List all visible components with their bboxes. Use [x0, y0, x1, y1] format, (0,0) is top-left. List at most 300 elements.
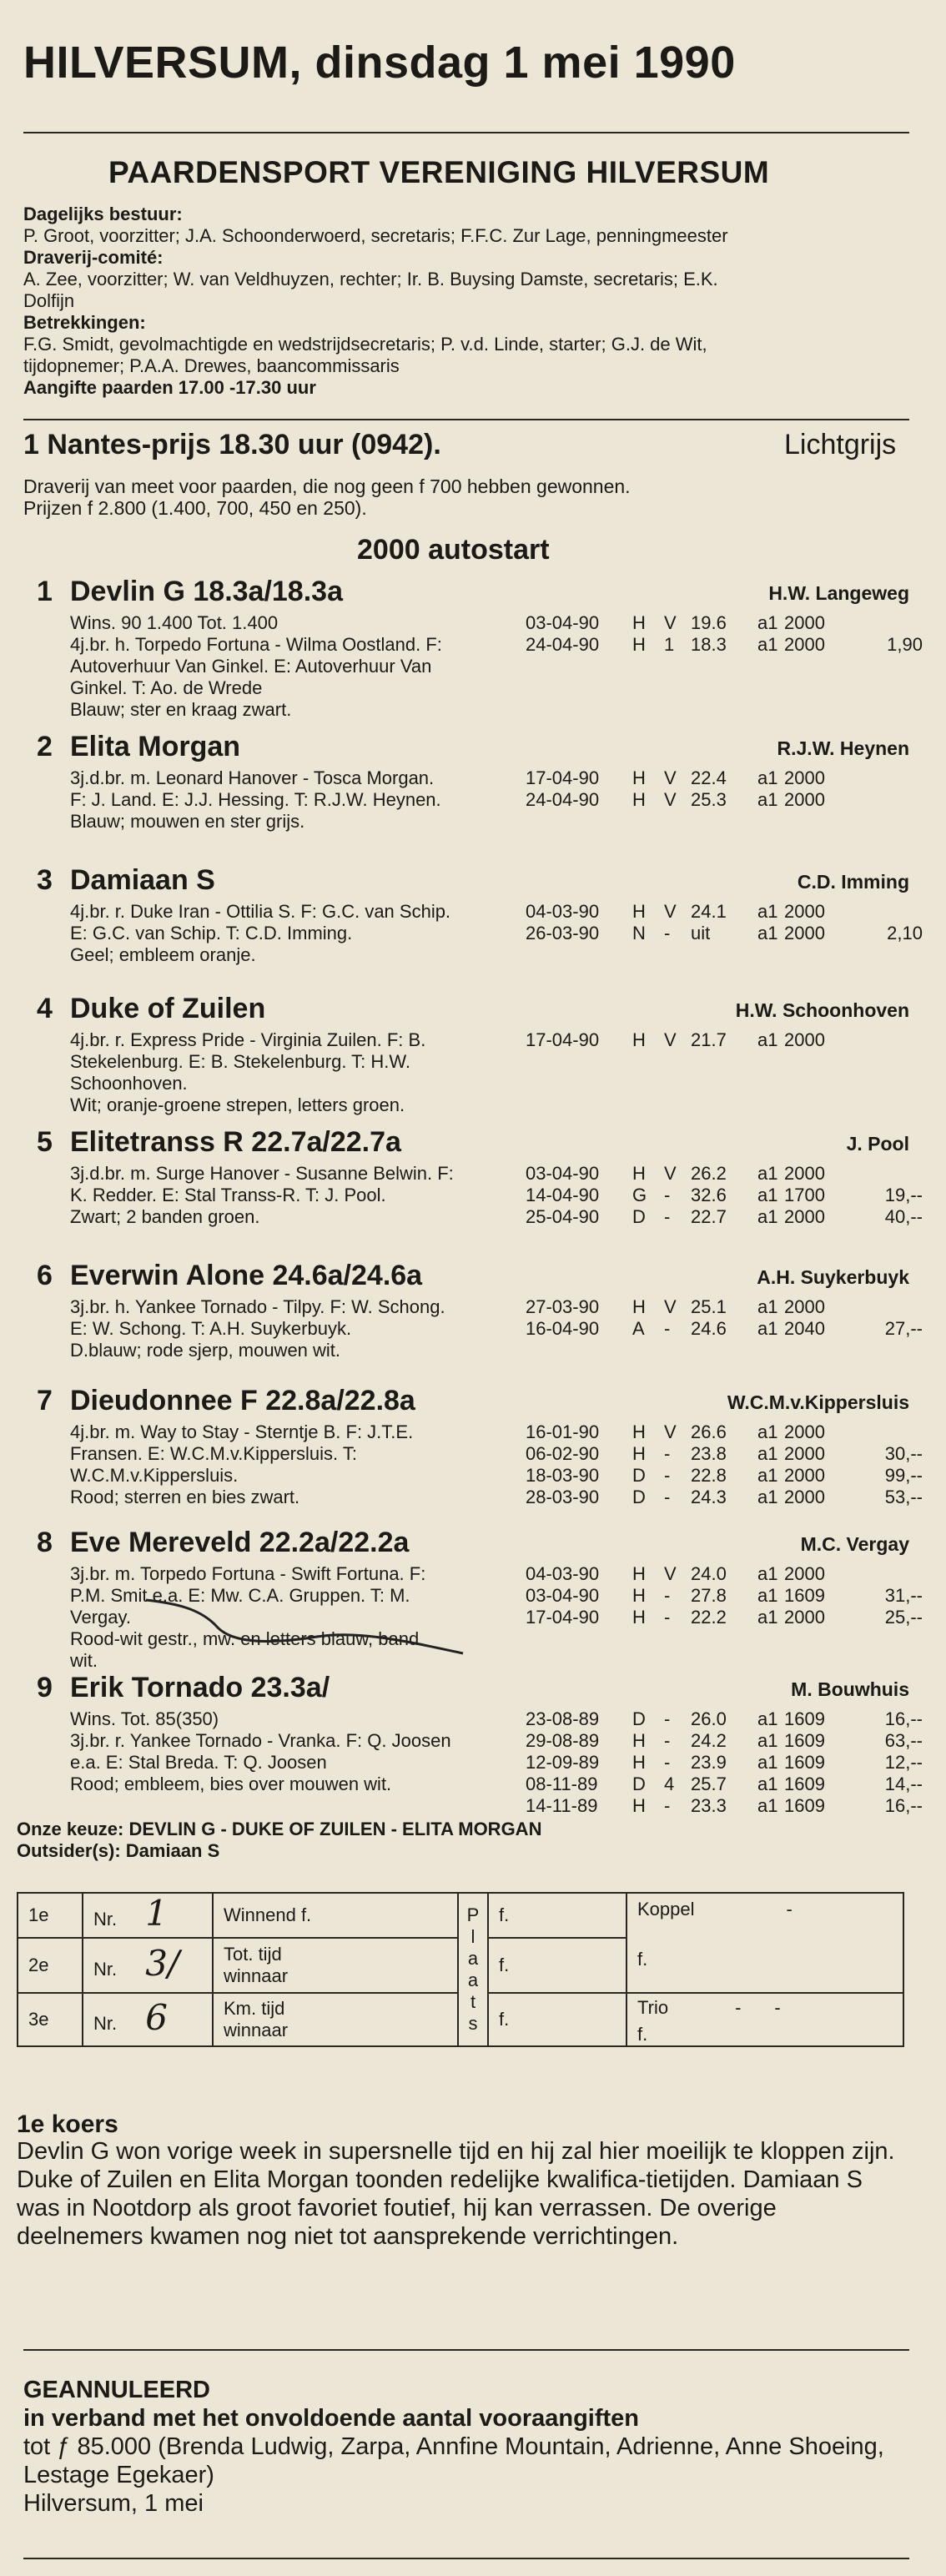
horse-detail-line: 3j.d.br. m. Leonard Hanover - Tosca Morgan. [70, 767, 435, 788]
performance-list [0, 1708, 946, 1817]
perf-place: - [664, 1318, 671, 1339]
perf-track: H [632, 1730, 646, 1751]
dash: - [774, 1997, 781, 2018]
horse-name: Elitetranss R 22.7a/22.7a [70, 1126, 401, 1158]
nr-label: Nr. [93, 1958, 118, 1980]
pos-cell: 3e [18, 1993, 83, 2046]
perf-place: - [664, 1206, 671, 1227]
perf-place: V [664, 1163, 677, 1184]
perf-date: 25-04-90 [526, 1206, 600, 1227]
geannuleerd-body [23, 2433, 908, 2518]
perf-time: 24.2 [691, 1730, 727, 1751]
perf-track: H [632, 1443, 646, 1464]
perf-distance: 2000 [784, 901, 825, 922]
perf-start: a1 [757, 789, 778, 810]
horse-detail-line: Schoonhoven. [70, 1073, 188, 1094]
perf-odds: 19,-- [884, 1185, 923, 1205]
perf-date: 26-03-90 [526, 923, 600, 943]
perf-time: 26.6 [691, 1421, 727, 1442]
perf-start: a1 [757, 1421, 778, 1442]
perf-distance: 1609 [784, 1585, 825, 1606]
horse-detail-line: Rood; sterren en bies zwart. [70, 1487, 300, 1507]
draverij-text-1: A. Zee, voorzitter; W. van Veldhuyzen, rechter; Ir. B. Buysing Damste, secretaris; E.K. [23, 269, 718, 289]
horse-trainer: H.W. Langeweg [768, 582, 909, 604]
perf-start: a1 [757, 1795, 778, 1816]
perf-track: H [632, 789, 646, 810]
horse-detail-line: Autoverhuur Van Ginkel. E: Autoverhuur Van [70, 656, 432, 677]
perf-distance: 2000 [784, 1465, 825, 1486]
perf-time: 24.1 [691, 901, 727, 922]
selection [17, 1819, 541, 1862]
perf-track: D [632, 1774, 646, 1794]
perf-track: H [632, 1421, 646, 1442]
horse-number: 5 [37, 1126, 53, 1158]
pos-cell: 1e [18, 1893, 83, 1938]
f-cell[interactable]: f. [488, 1938, 626, 1993]
performance-list [0, 901, 946, 944]
perf-time: 25.7 [691, 1774, 727, 1794]
association-name: PAARDENSPORT VERENIGING HILVERSUM [108, 155, 770, 189]
perf-start: a1 [757, 1029, 778, 1050]
performance-row [0, 1795, 946, 1817]
perf-odds: 12,-- [884, 1752, 923, 1773]
performance-list [0, 612, 946, 656]
performance-list [0, 1296, 946, 1340]
performance-row [0, 634, 946, 656]
plaats-letter: s [468, 2013, 478, 2034]
horse-trainer: R.J.W. Heynen [777, 737, 909, 759]
horse-detail-line: Blauw; ster en kraag zwart. [70, 699, 292, 720]
perf-place: V [664, 767, 677, 788]
performance-row [0, 1443, 946, 1465]
perf-track: D [632, 1206, 646, 1227]
perf-date: 06-02-90 [526, 1443, 600, 1464]
perf-start: a1 [757, 1487, 778, 1507]
nr-cell[interactable] [83, 1938, 213, 1993]
performance-row [0, 923, 946, 944]
plaats-label [458, 1893, 488, 2046]
perf-track: H [632, 1296, 646, 1317]
perf-distance: 2000 [784, 1443, 825, 1464]
perf-start: a1 [757, 1206, 778, 1227]
performance-row [0, 1029, 946, 1051]
horse-trainer: A.H. Suykerbuyk [757, 1266, 909, 1288]
horse-detail-line: e.a. E: Stal Breda. T: Q. Joosen [70, 1752, 327, 1773]
horse-detail-line: E: W. Schong. T: A.H. Suykerbuyk. [70, 1318, 352, 1339]
perf-time: 24.3 [691, 1487, 727, 1507]
horse-detail-line: Geel; embleem oranje. [70, 944, 256, 965]
koppel-cell[interactable] [626, 1893, 903, 1993]
perf-place: V [664, 1029, 677, 1050]
horse-detail-line: E: G.C. van Schip. T: C.D. Imming. [70, 923, 353, 943]
perf-place: 1 [664, 634, 675, 655]
perf-track: N [632, 923, 646, 943]
horse-detail-line: Ginkel. T: Ao. de Wrede [70, 677, 263, 698]
field-cell[interactable]: Winnend f. [213, 1893, 458, 1938]
perf-distance: 2000 [784, 767, 825, 788]
horse-number: 1 [37, 576, 53, 607]
performance-row [0, 1730, 946, 1752]
perf-track: H [632, 1795, 646, 1816]
perf-start: a1 [757, 1443, 778, 1464]
horse-detail-line: D.blauw; rode sjerp, mouwen wit. [70, 1340, 341, 1361]
perf-place: V [664, 1563, 677, 1584]
perf-time: 26.2 [691, 1163, 727, 1184]
performance-row [0, 1708, 946, 1730]
perf-distance: 2000 [784, 1163, 825, 1184]
perf-start: a1 [757, 1774, 778, 1794]
dash: - [735, 1997, 742, 2018]
geannuleerd-heading [23, 2376, 639, 2433]
performance-row [0, 1563, 946, 1585]
perf-track: H [632, 1563, 646, 1584]
horse-number: 9 [37, 1672, 53, 1703]
race-description [23, 475, 631, 519]
perf-odds: 2,10 [887, 923, 923, 943]
perf-place: - [664, 1795, 671, 1816]
divider [23, 2558, 909, 2559]
perf-date: 16-04-90 [526, 1318, 600, 1339]
perf-place: - [664, 1443, 671, 1464]
nr-cell[interactable] [83, 1893, 213, 1938]
horse-name: Everwin Alone 24.6a/24.6a [70, 1260, 423, 1291]
perf-track: H [632, 1752, 646, 1773]
field-label: Tot. tijd [224, 1944, 282, 1965]
perf-start: a1 [757, 1752, 778, 1773]
divider [23, 2349, 909, 2351]
f-cell[interactable]: f. [488, 1893, 626, 1938]
perf-time: 25.3 [691, 789, 727, 810]
perf-track: D [632, 1465, 646, 1486]
perf-date: 17-04-90 [526, 767, 600, 788]
geannuleerd-text: tot ƒ 85.000 (Brenda Ludwig, Zarpa, Annfine Mountain, Adrienne, Anne Shoeing, Lestage Egekaer) [23, 2433, 884, 2488]
koppel-label: Koppel [637, 1899, 695, 1919]
perf-date: 08-11-89 [526, 1774, 598, 1794]
horse-detail-line: Zwart; 2 banden groen. [70, 1206, 260, 1227]
perf-start: a1 [757, 612, 778, 633]
perf-track: H [632, 1607, 646, 1628]
perf-date: 28-03-90 [526, 1487, 600, 1507]
perf-track: H [632, 1585, 646, 1606]
perf-time: 24.6 [691, 1318, 727, 1339]
perf-distance: 2000 [784, 1206, 825, 1227]
perf-date: 24-04-90 [526, 789, 600, 810]
nr-label: Nr. [93, 2012, 118, 2034]
perf-distance: 2000 [784, 789, 825, 810]
perf-distance: 1609 [784, 1795, 825, 1816]
perf-start: a1 [757, 1465, 778, 1486]
perf-time: 22.2 [691, 1607, 727, 1628]
perf-start: a1 [757, 1185, 778, 1205]
race-heading: 1 Nantes-prijs 18.30 uur (0942). [23, 429, 441, 460]
horse-name: Duke of Zuilen [70, 993, 266, 1024]
perf-place: - [664, 1730, 671, 1751]
perf-distance: 2000 [784, 1029, 825, 1050]
handwritten-number: 3/ [145, 1942, 180, 1984]
perf-time: 26.0 [691, 1708, 727, 1729]
perf-distance: 1609 [784, 1774, 825, 1794]
horse-number: 2 [37, 731, 53, 762]
koppel-f: f. [637, 1949, 648, 1970]
performance-row [0, 1185, 946, 1206]
handwritten-number: 1 [145, 1892, 168, 1934]
horse-number: 6 [37, 1260, 53, 1291]
perf-time: 27.8 [691, 1585, 727, 1606]
onze-keuze: Onze keuze: DEVLIN G - DUKE OF ZUILEN - ELITA MORGAN [17, 1819, 542, 1839]
perf-time: 22.7 [691, 1206, 727, 1227]
association-info [23, 204, 899, 399]
betrekkingen-label: Betrekkingen: [23, 312, 146, 333]
horse-detail-line: 4j.br. r. Express Pride - Virginia Zuilen. F: B. [70, 1029, 426, 1050]
perf-start: a1 [757, 1708, 778, 1729]
race-color: Lichtgrijs [784, 429, 897, 460]
divider [23, 419, 909, 420]
horse-number: 3 [37, 864, 53, 896]
performance-row [0, 1206, 946, 1228]
perf-date: 18-03-90 [526, 1465, 600, 1486]
perf-time: 32.6 [691, 1185, 727, 1205]
performance-row [0, 1774, 946, 1795]
field-label: winnaar [224, 1965, 289, 1986]
koers-text: Devlin G won vorige week in supersnelle tijd en hij zal hier moeilijk te kloppen zijn. Duke of Zuilen en Elita Morgan toonden redelijke kwalifica-tietijden. Damiaan S was in Nootdorp als groot favoriet foutief, hij kan verrassen. De overige deelnemers kwamen nog niet tot aansprekende verrichtingen. [17, 2138, 895, 2250]
perf-odds: 16,-- [884, 1708, 923, 1729]
field-cell[interactable] [213, 1938, 458, 1993]
horse-detail-line: P.M. Smit e.a. E: Mw. C.A. Gruppen. T: M. [70, 1585, 410, 1606]
draverij-label: Draverij-comité: [23, 247, 164, 268]
horse-number: 4 [37, 993, 53, 1024]
perf-track: H [632, 901, 646, 922]
plaats-letters [459, 1904, 487, 2035]
horse-number: 7 [37, 1385, 53, 1416]
perf-track: H [632, 612, 646, 633]
horse-trainer: M.C. Vergay [800, 1533, 909, 1555]
perf-track: H [632, 634, 646, 655]
performance-row [0, 1465, 946, 1487]
perf-odds: 31,-- [884, 1585, 923, 1606]
perf-odds: 16,-- [884, 1795, 923, 1816]
perf-distance: 2000 [784, 612, 825, 633]
horse-detail-line: 3j.d.br. m. Surge Hanover - Susanne Belwin. F: [70, 1163, 454, 1184]
perf-distance: 2000 [784, 1421, 825, 1442]
perf-date: 17-04-90 [526, 1607, 600, 1628]
field-label: winnaar [224, 2020, 289, 2040]
horse-detail-line: 4j.br. h. Torpedo Fortuna - Wilma Oostland. F: [70, 634, 442, 655]
perf-place: - [664, 1607, 671, 1628]
perf-place: V [664, 789, 677, 810]
perf-start: a1 [757, 1607, 778, 1628]
f-cell[interactable]: f. [488, 1993, 626, 2046]
geannuleerd-place: Hilversum, 1 mei [23, 2490, 204, 2517]
dash: - [786, 1899, 793, 1919]
perf-distance: 2000 [784, 1296, 825, 1317]
perf-place: - [664, 923, 671, 943]
nr-cell[interactable] [83, 1993, 213, 2046]
performance-row [0, 1752, 946, 1774]
perf-place: 4 [664, 1774, 675, 1794]
plaats-letter: P [466, 1904, 480, 1925]
performance-row [0, 1421, 946, 1443]
horse-detail-line: Blauw; mouwen en ster grijs. [70, 811, 305, 832]
perf-track: H [632, 1163, 646, 1184]
perf-odds: 14,-- [884, 1774, 923, 1794]
perf-date: 23-08-89 [526, 1708, 600, 1729]
perf-distance: 1700 [784, 1185, 825, 1205]
performance-row [0, 1318, 946, 1340]
perf-time: 21.7 [691, 1029, 727, 1050]
race-desc-line: Draverij van meet voor paarden, die nog geen f 700 hebben gewonnen. [23, 475, 631, 497]
horse-detail-line: Rood-wit gestr., mw. en letters blauw, band [70, 1628, 420, 1649]
perf-time: uit [691, 923, 711, 943]
horse-trainer: H.W. Schoonhoven [735, 999, 909, 1021]
perf-odds: 27,-- [884, 1318, 923, 1339]
perf-date: 04-03-90 [526, 901, 600, 922]
perf-place: V [664, 901, 677, 922]
geannuleerd-title: GEANNULEERD [23, 2377, 210, 2403]
perf-date: 03-04-90 [526, 1163, 600, 1184]
performance-row [0, 1163, 946, 1185]
horse-detail-line: Fransen. E: W.C.M.v.Kippersluis. T: [70, 1443, 357, 1464]
performance-row [0, 612, 946, 634]
horse-trainer: W.C.M.v.Kippersluis [727, 1391, 909, 1413]
perf-time: 23.9 [691, 1752, 727, 1773]
result-table [17, 1892, 904, 2047]
perf-place: - [664, 1752, 671, 1773]
perf-distance: 2000 [784, 1607, 825, 1628]
field-cell[interactable] [213, 1993, 458, 2046]
performance-list [0, 1029, 946, 1051]
performance-row [0, 1296, 946, 1318]
perf-distance: 2000 [784, 634, 825, 655]
plaats-letter: l [470, 1926, 476, 1947]
perf-track: H [632, 767, 646, 788]
dagelijks-label: Dagelijks bestuur: [23, 204, 183, 224]
perf-start: a1 [757, 1318, 778, 1339]
perf-place: - [664, 1708, 671, 1729]
horse-name: Elita Morgan [70, 731, 241, 762]
divider [23, 132, 909, 133]
perf-track: G [632, 1185, 647, 1205]
horse-detail-line: 3j.br. m. Torpedo Fortuna - Swift Fortuna. F: [70, 1563, 426, 1584]
performance-list [0, 1421, 946, 1508]
perf-start: a1 [757, 1730, 778, 1751]
perf-odds: 1,90 [887, 634, 923, 655]
perf-odds: 99,-- [884, 1465, 923, 1486]
perf-time: 22.8 [691, 1465, 727, 1486]
performance-row [0, 901, 946, 923]
perf-time: 18.3 [691, 634, 727, 655]
horse-detail-line: 4j.br. r. Duke Iran - Ottilia S. F: G.C. van Schip. [70, 901, 451, 922]
draverij-text-2: Dolfijn [23, 290, 75, 311]
performance-list [0, 1163, 946, 1228]
trio-cell[interactable] [626, 1993, 903, 2046]
horse-name: Eve Mereveld 22.2a/22.2a [70, 1527, 410, 1558]
pen-scribble [142, 1593, 467, 1660]
horse-detail-line: 4j.br. m. Way to Stay - Sterntje B. F: J.T.E. [70, 1421, 414, 1442]
perf-place: V [664, 612, 677, 633]
perf-start: a1 [757, 901, 778, 922]
performance-row [0, 767, 946, 789]
race-distance: 2000 autostart [357, 534, 550, 566]
betrekkingen-text-1: F.G. Smidt, gevolmachtigde en wedstrijdsecretaris; P. v.d. Linde, starter; G.J. de Wit, [23, 334, 707, 355]
perf-start: a1 [757, 923, 778, 943]
perf-date: 14-04-90 [526, 1185, 600, 1205]
horse-trainer: M. Bouwhuis [791, 1678, 909, 1700]
perf-date: 17-04-90 [526, 1029, 600, 1050]
geannuleerd-subtitle: in verband met het onvoldoende aantal vooraangiften [23, 2405, 639, 2432]
perf-odds: 63,-- [884, 1730, 923, 1751]
perf-track: D [632, 1487, 646, 1507]
plaats-letter: t [470, 1991, 476, 2012]
perf-distance: 1609 [784, 1730, 825, 1751]
horse-detail-line: wit. [70, 1650, 98, 1671]
plaats-letter: a [467, 1948, 479, 1969]
horse-name: Erik Tornado 23.3a/ [70, 1672, 330, 1703]
perf-distance: 2040 [784, 1318, 825, 1339]
perf-date: 14-11-89 [526, 1795, 598, 1816]
nr-label: Nr. [93, 1908, 118, 1929]
perf-time: 23.3 [691, 1795, 727, 1816]
betrekkingen-text-2: tijdopnemer; P.A.A. Drewes, baancommissaris [23, 355, 400, 376]
perf-distance: 1609 [784, 1752, 825, 1773]
perf-odds: 30,-- [884, 1443, 923, 1464]
perf-start: a1 [757, 767, 778, 788]
dagelijks-text: P. Groot, voorzitter; J.A. Schoonderwoerd, secretaris; F.F.C. Zur Lage, penningmeester [23, 225, 728, 246]
perf-place: V [664, 1296, 677, 1317]
horse-detail-line: Wins. 90 1.400 Tot. 1.400 [70, 612, 279, 633]
perf-track: H [632, 1029, 646, 1050]
perf-start: a1 [757, 1296, 778, 1317]
perf-start: a1 [757, 634, 778, 655]
horse-detail-line: Wit; oranje-groene strepen, letters groen. [70, 1094, 405, 1115]
trio-f: f. [637, 2024, 648, 2045]
aangifte-text: Aangifte paarden 17.00 -17.30 uur [23, 377, 316, 398]
perf-date: 16-01-90 [526, 1421, 600, 1442]
perf-odds: 40,-- [884, 1206, 923, 1227]
horse-detail-line: Rood; embleem, bies over mouwen wit. [70, 1774, 392, 1794]
horse-name: Devlin G 18.3a/18.3a [70, 576, 343, 607]
horse-detail-line: 3j.br. h. Yankee Tornado - Tilpy. F: W. Schong. [70, 1296, 445, 1317]
perf-place: - [664, 1185, 671, 1205]
horse-name: Dieudonnee F 22.8a/22.8a [70, 1385, 415, 1416]
horse-detail-line: W.C.M.v.Kippersluis. [70, 1465, 239, 1486]
perf-start: a1 [757, 1163, 778, 1184]
perf-time: 25.1 [691, 1296, 727, 1317]
perf-time: 24.0 [691, 1563, 727, 1584]
race-desc-line: Prijzen f 2.800 (1.400, 700, 450 en 250). [23, 497, 367, 519]
performance-row [0, 1487, 946, 1508]
perf-odds: 53,-- [884, 1487, 923, 1507]
horse-trainer: C.D. Imming [797, 871, 909, 893]
perf-track: A [632, 1318, 645, 1339]
horse-detail-line: K. Redder. E: Stal Transs-R. T: J. Pool. [70, 1185, 386, 1205]
perf-date: 04-03-90 [526, 1563, 600, 1584]
outsider: Outsider(s): Damiaan S [17, 1840, 220, 1861]
perf-odds: 25,-- [884, 1607, 923, 1628]
perf-time: 19.6 [691, 612, 727, 633]
horse-detail-line: 3j.br. r. Yankee Tornado - Vranka. F: Q. Joosen [70, 1730, 451, 1751]
horse-detail-line: Wins. Tot. 85(350) [70, 1708, 219, 1729]
horse-trainer: J. Pool [846, 1133, 909, 1155]
horse-number: 8 [37, 1527, 53, 1558]
horse-detail-line: Stekelenburg. E: B. Stekelenburg. T: H.W. [70, 1051, 411, 1072]
perf-time: 22.4 [691, 767, 727, 788]
handwritten-number: 6 [145, 1996, 168, 2038]
perf-place: - [664, 1585, 671, 1606]
performance-row [0, 789, 946, 811]
page-title: HILVERSUM, dinsdag 1 mei 1990 [23, 38, 736, 88]
pos-cell: 2e [18, 1938, 83, 1993]
horse-detail-line: F: J. Land. E: J.J. Hessing. T: R.J.W. Heynen. [70, 789, 441, 810]
